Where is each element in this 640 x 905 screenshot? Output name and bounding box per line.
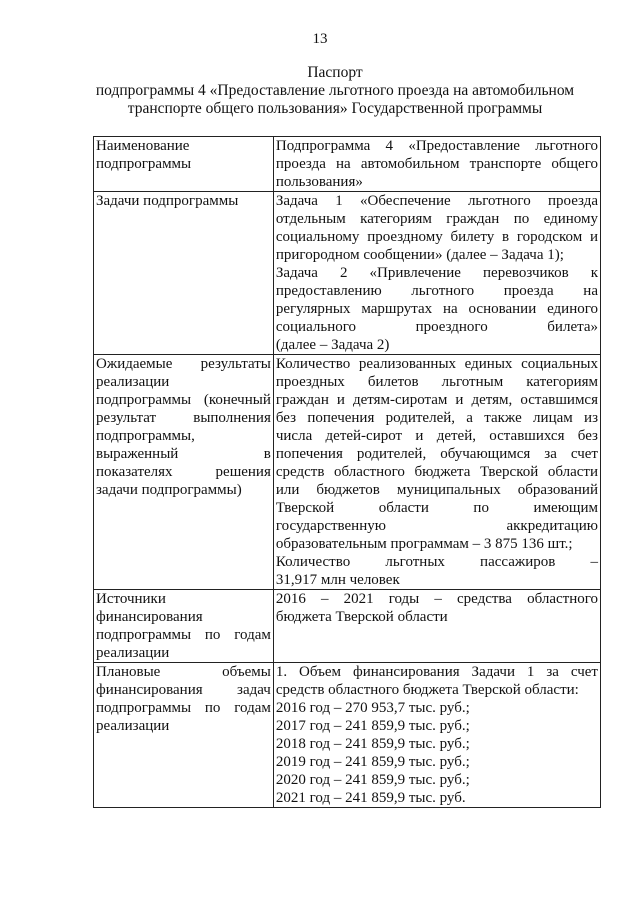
cell-line: Наименование: [96, 138, 190, 154]
table-row: [94, 590, 601, 663]
table-row: [94, 192, 601, 355]
cell-line: Тверской области по имеющим: [275, 500, 598, 516]
cell-line: Подпрограмма 4 «Предоставление льготного: [275, 138, 598, 154]
cell-line: средств областного бюджета Тверской области:: [275, 682, 579, 698]
cell-line: задачи подпрограммы): [96, 482, 242, 498]
cell-line: пользования»: [275, 174, 363, 190]
cell-line: проезда на автомобильном транспорте общего: [275, 156, 598, 172]
cell-line: пригородном сообщении» (далее – Задача 1);: [275, 247, 564, 263]
page-number: 13: [312, 31, 328, 47]
cell-line: отдельным категориям граждан по единому: [275, 211, 598, 227]
cell-line: Задача 1 «Обеспечение льготного проезда: [275, 193, 598, 209]
cell-line: выраженный в: [96, 446, 271, 462]
cell-line: 2016 – 2021 годы – средства областного: [275, 591, 598, 607]
row-label-tasks: [94, 192, 274, 355]
cell-line: подпрограммы (конечный: [96, 392, 271, 408]
cell-line: Количество реализованных единых социальных: [275, 356, 598, 372]
table-row: [94, 355, 601, 590]
cell-line: 2021 год – 241 859,9 тыс. руб.: [275, 790, 466, 806]
cell-line: финансирования: [96, 609, 203, 625]
cell-line: Ожидаемые результаты: [96, 356, 271, 372]
cell-line: Количество льготных пассажиров –: [275, 554, 598, 570]
cell-line: попечения родителей, обучающимся за счет: [275, 446, 598, 462]
cell-line: Источники: [96, 591, 166, 607]
cell-line: 31,917 млн человек: [275, 572, 400, 588]
row-label-subprogram-name: [94, 137, 274, 192]
row-value-funding-sources: [273, 590, 600, 663]
row-value-tasks: [273, 192, 600, 355]
cell-line: 2019 год – 241 859,9 тыс. руб.;: [275, 754, 470, 770]
cell-line: социальному проездному билету в городском и: [275, 229, 598, 245]
cell-line: предоставлению льготного проезда на: [275, 283, 598, 299]
row-label-funding-sources: [94, 590, 274, 663]
cell-line: образовательным программам – 3 875 136 шт.;: [275, 536, 573, 552]
title-line-1: Паспорт: [307, 64, 363, 81]
cell-line: Плановые объемы: [96, 664, 271, 680]
cell-line: показателях решения: [96, 464, 271, 480]
row-label-planned-funding: [94, 663, 274, 808]
title-line-3: транспорте общего пользования» Государственной программы: [127, 100, 543, 117]
cell-line: (далее – Задача 2): [275, 337, 390, 353]
cell-line: средств областного бюджета Тверской области: [275, 464, 598, 480]
row-value-planned-funding: [273, 663, 600, 808]
cell-line: Задача 2 «Привлечение перевозчиков к: [275, 265, 598, 281]
cell-line: реализации: [96, 645, 170, 661]
cell-line: проездных билетов льготным категориям: [275, 374, 598, 390]
cell-line: граждан и детям-сиротам и детям, оставшимся: [275, 392, 598, 408]
table-row: [94, 663, 601, 808]
cell-line: социального проездного билета»: [275, 319, 598, 335]
cell-line: или бюджетов муниципальных образований: [275, 482, 598, 498]
cell-line: бюджета Тверской области: [275, 609, 448, 625]
title-line-2: подпрограммы 4 «Предоставление льготного проезда на автомобильном: [95, 82, 575, 99]
cell-line: 2020 год – 241 859,9 тыс. руб.;: [275, 772, 470, 788]
cell-line: 2016 год – 270 953,7 тыс. руб.;: [275, 700, 470, 716]
cell-line: результат выполнения: [96, 410, 271, 426]
cell-line: подпрограммы по годам: [96, 700, 271, 716]
cell-line: 2017 год – 241 859,9 тыс. руб.;: [275, 718, 470, 734]
cell-line: финансирования задач: [96, 682, 271, 698]
cell-line: без попечения родителей, а также лицам из: [275, 410, 598, 426]
cell-line: государственную аккредитацию: [275, 518, 598, 534]
cell-line: реализации: [96, 718, 170, 734]
passport-table: [93, 136, 601, 808]
cell-line: реализации: [96, 374, 170, 390]
row-label-expected-results: [94, 355, 274, 590]
cell-line: подпрограммы: [96, 156, 192, 172]
cell-line: подпрограммы,: [96, 428, 195, 444]
cell-line: регулярных маршрутах на основании единого: [275, 301, 598, 317]
row-value-subprogram-name: [273, 137, 600, 192]
cell-line: подпрограммы по годам: [96, 627, 271, 643]
cell-line: Задачи подпрограммы: [96, 193, 239, 209]
row-value-expected-results: [273, 355, 600, 590]
table-row: [94, 137, 601, 192]
cell-line: числа детей-сирот и детей, оставшихся без: [275, 428, 598, 444]
cell-line: 1. Объем финансирования Задачи 1 за счет: [275, 664, 598, 680]
document-title: [70, 64, 600, 118]
cell-line: 2018 год – 241 859,9 тыс. руб.;: [275, 736, 470, 752]
